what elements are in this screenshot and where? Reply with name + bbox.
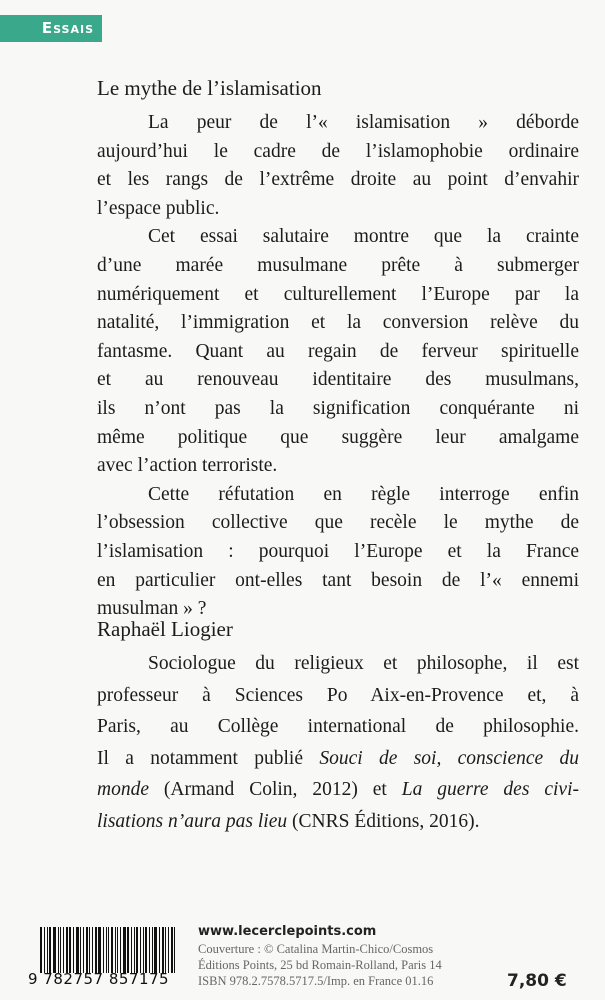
price: 7,80 € xyxy=(507,971,567,991)
barcode-bar xyxy=(76,927,79,973)
text-segment: aujourd’hui le cadre de l’islamophobie ordinaire xyxy=(97,140,579,162)
barcode-bar xyxy=(103,927,104,973)
text-segment: Cet essai salutaire montre que la crainte xyxy=(148,226,579,248)
barcode-bar xyxy=(89,927,90,973)
barcode-bar xyxy=(66,927,68,973)
author-bio xyxy=(97,648,579,838)
barcode-bar xyxy=(143,927,144,973)
cover-credit: Couverture : © Catalina Martin-Chico/Cosmos xyxy=(198,942,434,956)
book-title-reference: lisations n’aura pas lieu xyxy=(97,810,288,832)
barcode-bar xyxy=(154,927,157,973)
text-segment: en particulier ont-elles tant besoin de l’« ennemi xyxy=(97,569,579,591)
text-line xyxy=(97,509,579,538)
barcode-bar xyxy=(106,927,107,973)
text-line xyxy=(97,138,579,167)
book-title-reference: monde xyxy=(97,779,149,801)
text-line xyxy=(97,424,579,453)
text-line xyxy=(97,743,579,775)
text-segment: natalité, l’immigration et la conversion relève du xyxy=(97,312,579,334)
barcode-bar xyxy=(80,927,81,973)
barcode-bar xyxy=(58,927,59,973)
barcode-bar xyxy=(83,927,84,973)
text-line xyxy=(97,774,579,806)
barcode-bar xyxy=(152,927,153,973)
barcode-bar xyxy=(108,927,109,973)
barcode-bar xyxy=(159,927,160,973)
barcode-bar xyxy=(60,927,61,973)
text-segment: et au renouveau identitaire des musulmans, xyxy=(97,369,579,391)
text-line xyxy=(97,281,579,310)
book-title-reference: Souci de soi, conscience du xyxy=(319,747,579,769)
barcode-bar xyxy=(69,927,71,973)
barcode-bar xyxy=(92,927,93,973)
text-segment: l’obsession collective que recèle le mythe de xyxy=(97,512,579,534)
isbn-line: ISBN 978.2.7578.5717.5/Imp. en France 01.16 xyxy=(198,974,434,988)
text-line xyxy=(97,338,579,367)
text-line xyxy=(97,366,579,395)
text-line xyxy=(97,538,579,567)
barcode-bar xyxy=(165,927,166,973)
text-line xyxy=(97,711,579,743)
barcode-bar xyxy=(145,927,147,973)
text-line xyxy=(97,195,579,224)
barcode-bar xyxy=(134,927,135,973)
text-segment: ils n’ont pas la signification conquérante ni xyxy=(97,397,579,419)
text-line xyxy=(97,567,579,596)
barcode-bar xyxy=(123,927,126,973)
text-line xyxy=(97,395,579,424)
text-segment: professeur à Sciences Po Aix-en-Provence et, à xyxy=(97,684,579,706)
barcode-bar xyxy=(47,927,48,973)
barcode-bar xyxy=(117,927,118,973)
barcode-bar xyxy=(95,927,97,973)
barcode-bar xyxy=(44,927,45,973)
text-line xyxy=(97,806,579,838)
book-title-reference: La guerre des civi- xyxy=(401,779,579,801)
barcode-bar xyxy=(73,927,74,973)
text-line xyxy=(97,481,579,510)
text-segment: Paris, au Collège international de philosophie. xyxy=(97,716,579,738)
text-line xyxy=(97,309,579,338)
barcode-bar xyxy=(140,927,141,973)
barcode-bar xyxy=(168,927,169,973)
text-segment: fantasme. Quant au regain de ferveur spirituelle xyxy=(97,340,579,362)
text-segment: d’une marée musulmane prête à submerger xyxy=(97,254,579,276)
text-segment: musulman » ? xyxy=(97,598,207,620)
barcode-bar xyxy=(174,927,175,973)
text-line xyxy=(97,223,579,252)
book-title: Le mythe de l’islamisation xyxy=(97,76,322,100)
text-segment: (Armand Colin, 2012) et xyxy=(149,779,402,801)
text-segment: l’espace public. xyxy=(97,197,220,219)
text-segment: (CNRS Éditions, 2016). xyxy=(287,810,480,832)
text-line xyxy=(97,648,579,680)
text-line xyxy=(97,680,579,712)
barcode-bar xyxy=(40,927,42,973)
barcode-number: 9 782757 857175 xyxy=(28,970,170,988)
publisher-address: Éditions Points, 25 bd Romain-Rolland, Paris 14 xyxy=(198,958,442,972)
text-segment: l’islamisation : pourquoi l’Europe et la France xyxy=(97,540,579,562)
summary-text xyxy=(97,109,579,624)
barcode-bar xyxy=(115,927,116,973)
author-name: Raphaël Liogier xyxy=(97,617,233,641)
barcode-bar xyxy=(111,927,113,973)
text-segment: Sociologue du religieux et philosophe, il est xyxy=(148,653,579,674)
barcode-bar xyxy=(63,927,64,973)
collection-badge: Essais xyxy=(0,15,102,42)
text-segment: La peur de l’« islamisation » déborde xyxy=(148,112,579,133)
barcode-bar xyxy=(53,927,56,973)
barcode-bar xyxy=(162,927,164,973)
text-segment: même politique que suggère leur amalgame xyxy=(97,426,579,448)
text-segment: avec l’action terroriste. xyxy=(97,455,278,477)
barcode-bar xyxy=(131,927,132,973)
barcode-bar xyxy=(127,927,129,973)
text-line xyxy=(97,109,579,138)
barcode xyxy=(40,927,180,973)
barcode-bar xyxy=(98,927,101,973)
barcode-bar xyxy=(49,927,51,973)
barcode-bar xyxy=(149,927,150,973)
text-line xyxy=(97,252,579,281)
text-segment: Il a notamment publié xyxy=(97,747,320,769)
barcode-bar xyxy=(86,927,88,973)
text-line xyxy=(97,452,579,481)
text-line xyxy=(97,166,579,195)
text-segment: et les rangs de l’extrême droite au point d’envahir xyxy=(97,169,579,191)
website-link[interactable]: www.lecerclepoints.com xyxy=(198,924,377,939)
barcode-bar xyxy=(171,927,173,973)
barcode-bar xyxy=(136,927,138,973)
text-segment: numériquement et culturellement l’Europe par la xyxy=(97,283,579,305)
barcode-bar xyxy=(120,927,121,973)
text-segment: Cette réfutation en règle interroge enfin xyxy=(148,483,579,505)
